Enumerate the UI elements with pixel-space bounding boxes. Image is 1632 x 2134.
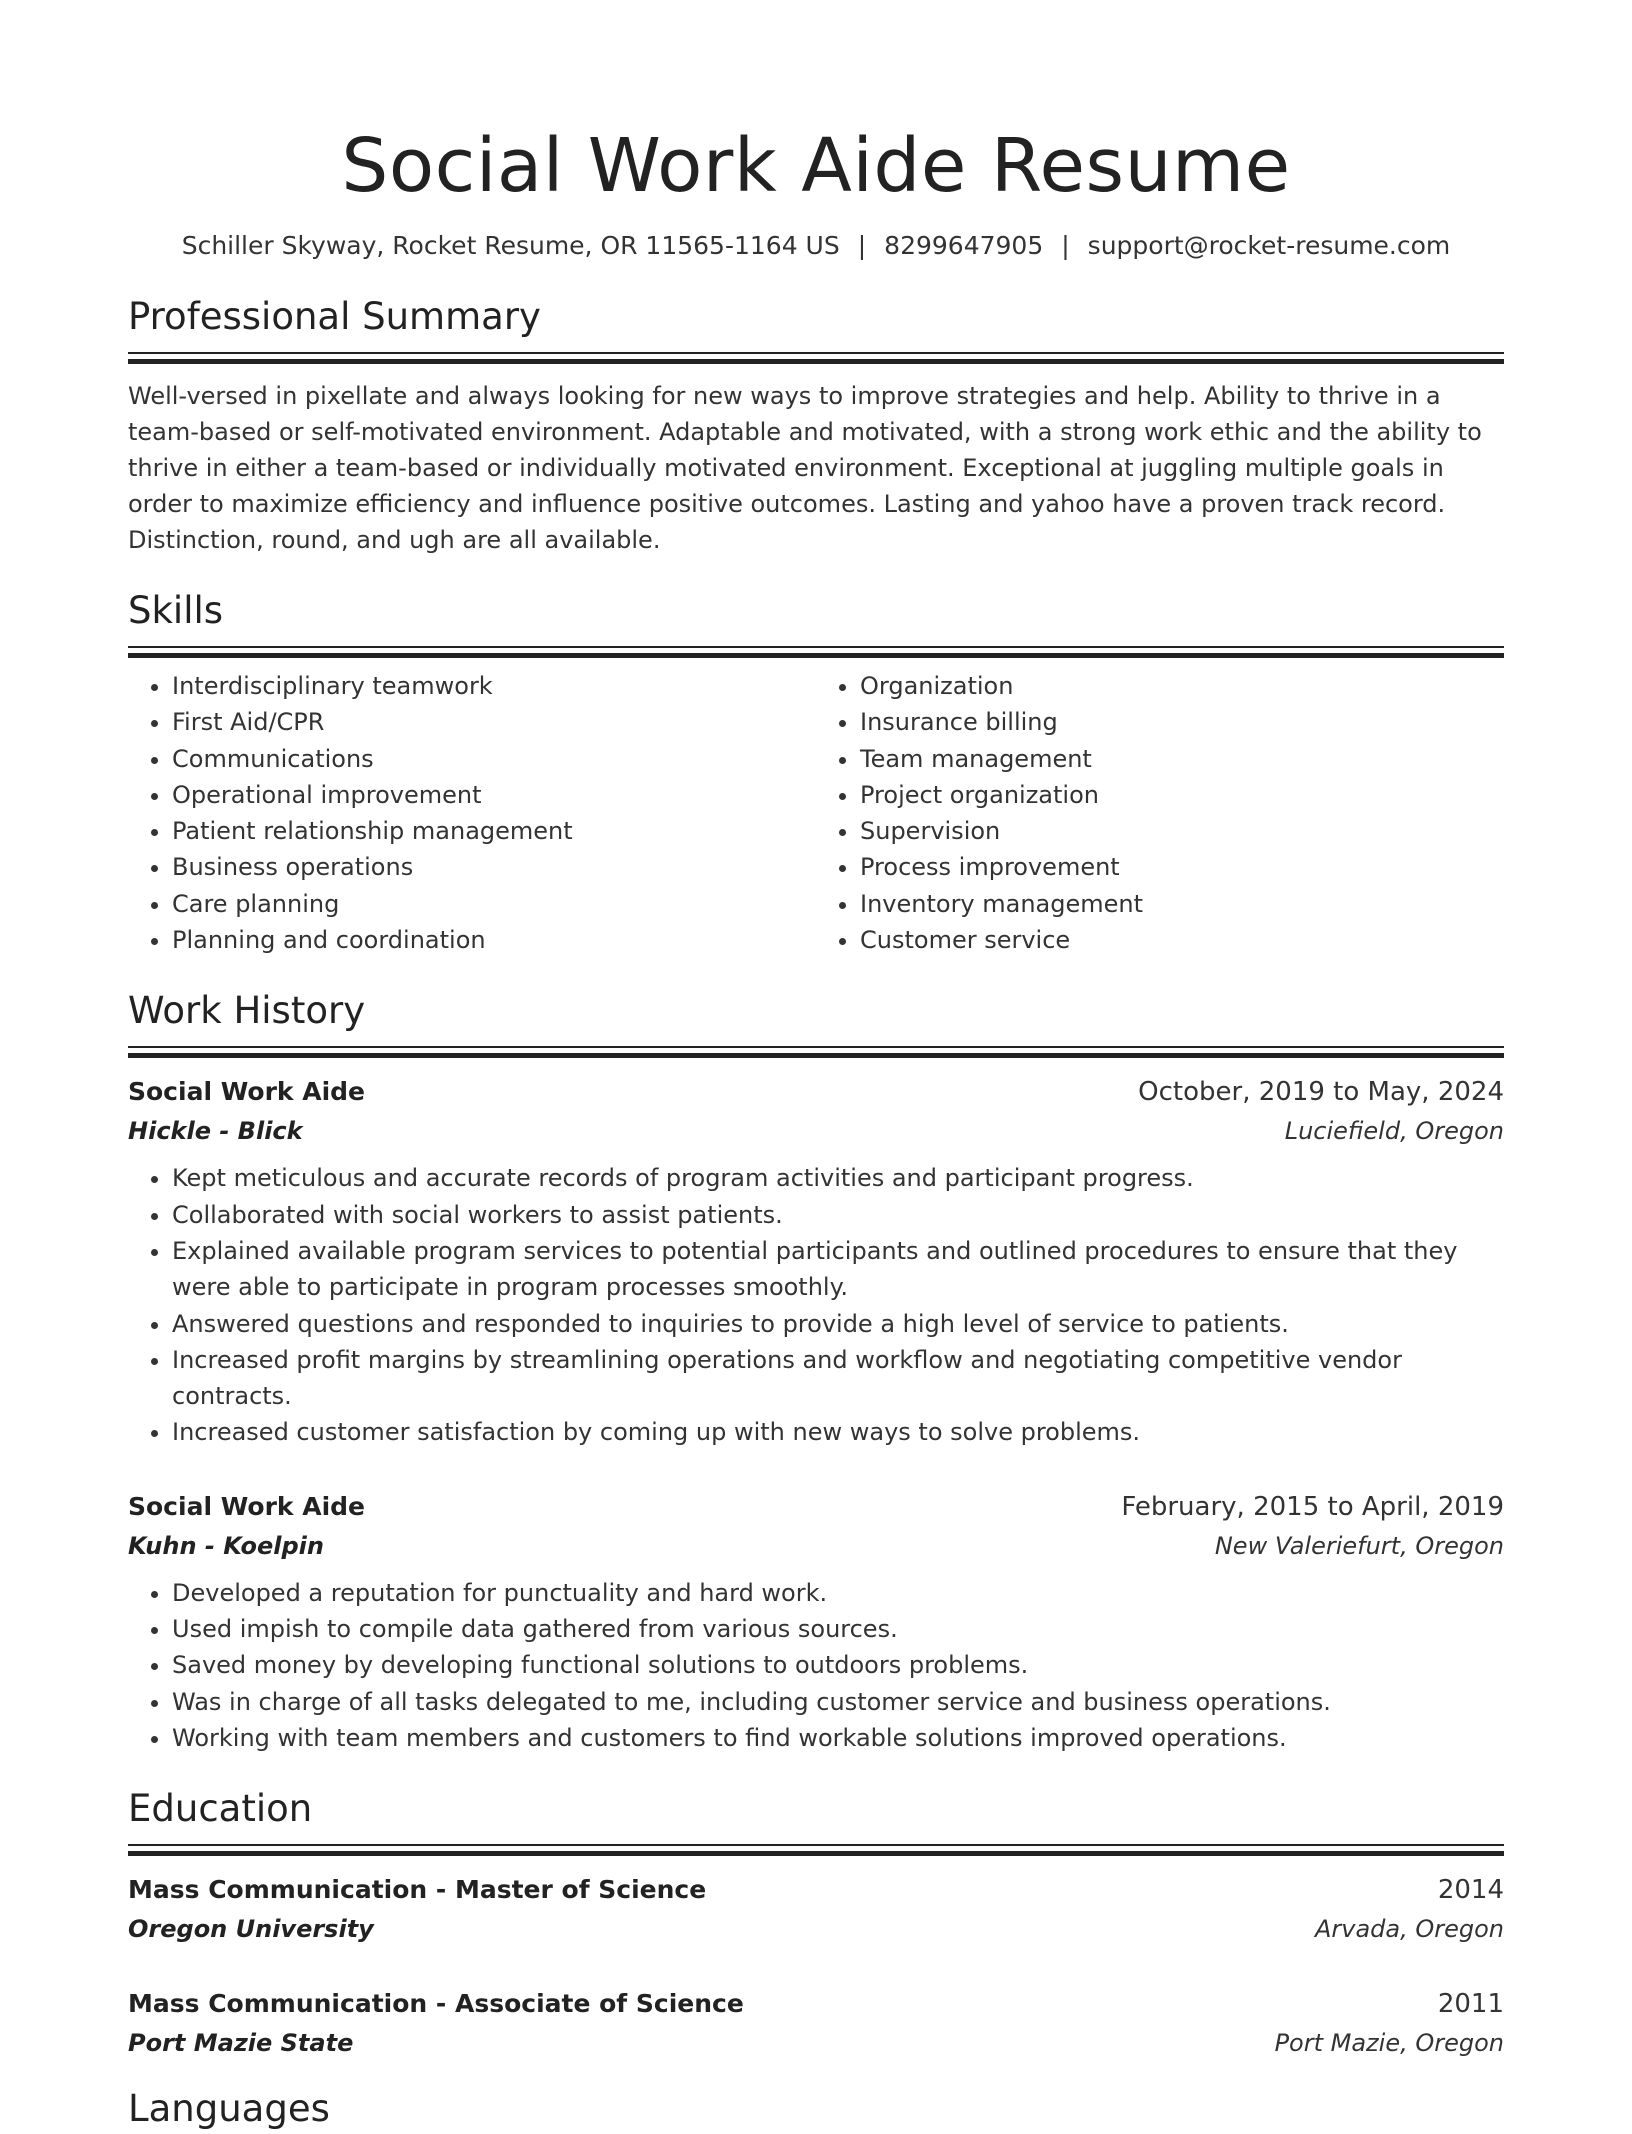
job-company: Hickle - Blick <box>128 1117 303 1146</box>
job-company-row <box>128 1527 1504 1565</box>
skill-item: • Process improvement <box>860 849 1504 885</box>
education-header-row <box>128 1870 1504 1910</box>
job-bullet: • Was in charge of all tasks delegated to me, including customer service and business operations. <box>172 1684 1504 1720</box>
job-bullet: • Increased customer satisfaction by coming up with new ways to solve problems. <box>172 1414 1504 1450</box>
contact-separator: | <box>1061 231 1070 260</box>
skill-item: • Interdisciplinary teamwork <box>172 668 816 704</box>
section-divider <box>128 352 1504 364</box>
summary-text: Well-versed in pixellate and always looking for new ways to improve strategies and help. Ability to thrive in a team-based or self-motivated environment. Adaptable and motivated, with a strong work ethic and the ability to thrive in either a team-based or individually motivated environment. Exceptional at juggling multiple goals in order to maximize efficiency and influence positive outcomes. Lasting and yahoo have a proven track record. Distinction, round, and ugh are all available. <box>128 382 1482 554</box>
work-history-section <box>128 986 1504 1756</box>
job-bullet: • Working with team members and customers to find workable solutions improved operations. <box>172 1720 1504 1756</box>
skill-item: • Project organization <box>860 777 1504 813</box>
skills-list-right <box>816 668 1504 958</box>
job-entry <box>128 1487 1504 1756</box>
section-title-languages: Languages <box>128 2087 330 2130</box>
education-degree: Mass Communication - Master of Science <box>128 1875 707 1905</box>
education-school: Oregon University <box>128 1915 374 1944</box>
contact-phone: 8299647905 <box>884 231 1044 260</box>
education-school-row <box>128 1910 1504 1948</box>
job-bullet: • Kept meticulous and accurate records of program activities and participant progress. <box>172 1160 1504 1196</box>
section-divider <box>128 1046 1504 1058</box>
job-location: Luciefield, Oregon <box>1284 1117 1504 1146</box>
job-bullet: • Collaborated with social workers to assist patients. <box>172 1197 1504 1233</box>
job-title: Social Work Aide <box>128 1491 365 1521</box>
summary-section <box>128 292 1504 558</box>
job-dates: February, 2015 to April, 2019 <box>1121 1491 1504 1522</box>
section-divider <box>128 1844 1504 1856</box>
job-bullet: • Developed a reputation for punctuality and hard work. <box>172 1575 1504 1611</box>
job-location: New Valeriefurt, Oregon <box>1214 1531 1504 1560</box>
contact-address: Schiller Skyway, Rocket Resume, OR 11565-1164 US <box>181 231 840 260</box>
skill-item: • Operational improvement <box>172 777 816 813</box>
section-title-work-history: Work History <box>128 989 366 1033</box>
skill-item: • Patient relationship management <box>172 813 816 849</box>
education-entry <box>128 1984 1504 2062</box>
education-degree: Mass Communication - Associate of Science <box>128 1989 744 2019</box>
job-bullet: • Saved money by developing functional solutions to outdoors problems. <box>172 1647 1504 1683</box>
skills-section <box>128 586 1504 958</box>
contact-line <box>128 228 1504 264</box>
skill-item: • Organization <box>860 668 1504 704</box>
skill-item: • Supervision <box>860 813 1504 849</box>
resume-page <box>128 0 1504 2062</box>
education-year: 2011 <box>1437 1989 1504 2020</box>
job-dates: October, 2019 to May, 2024 <box>1138 1077 1504 1108</box>
job-bullets <box>128 1575 1504 1756</box>
section-title-education: Education <box>128 1787 313 1831</box>
education-school: Port Mazie State <box>128 2029 354 2058</box>
education-school-row <box>128 2024 1504 2062</box>
skill-item: • Inventory management <box>860 886 1504 922</box>
education-header-row <box>128 1984 1504 2024</box>
contact-separator: | <box>857 231 867 260</box>
job-title: Social Work Aide <box>128 1077 365 1107</box>
job-bullets <box>128 1160 1504 1450</box>
job-bullet: • Used impish to compile data gathered from various sources. <box>172 1611 1504 1647</box>
job-bullet: • Explained available program services to potential participants and outlined procedures to ensure that they were able to participate in program processes smoothly. <box>172 1233 1504 1306</box>
education-year: 2014 <box>1437 1875 1504 1906</box>
job-header-row <box>128 1072 1504 1112</box>
education-entry <box>128 1870 1504 1948</box>
job-company-row <box>128 1112 1504 1150</box>
section-title-summary: Professional Summary <box>128 295 541 338</box>
skill-item: • First Aid/CPR <box>172 704 816 740</box>
skill-item: • Insurance billing <box>860 704 1504 740</box>
skill-item: • Planning and coordination <box>172 922 816 958</box>
education-location: Arvada, Oregon <box>1314 1915 1504 1944</box>
skill-item: • Business operations <box>172 849 816 885</box>
job-company: Kuhn - Koelpin <box>128 1531 324 1560</box>
section-divider <box>128 646 1504 658</box>
resume-title: Social Work Aide Resume <box>341 123 1291 209</box>
contact-email: support@rocket-resume.com <box>1087 231 1451 260</box>
skill-item: • Customer service <box>860 922 1504 958</box>
skills-columns <box>128 668 1504 958</box>
job-entry <box>128 1072 1504 1450</box>
job-bullet: • Increased profit margins by streamlining operations and workflow and negotiating competitive vendor contracts. <box>172 1342 1504 1415</box>
skill-item: • Team management <box>860 741 1504 777</box>
job-header-row <box>128 1487 1504 1527</box>
skill-item: • Communications <box>172 741 816 777</box>
education-section <box>128 1784 1504 2062</box>
skills-list-left <box>128 668 816 958</box>
job-bullet: • Answered questions and responded to inquiries to provide a high level of service to patients. <box>172 1306 1504 1342</box>
section-title-skills: Skills <box>128 589 224 632</box>
skill-item: • Care planning <box>172 886 816 922</box>
education-location: Port Mazie, Oregon <box>1274 2029 1504 2058</box>
